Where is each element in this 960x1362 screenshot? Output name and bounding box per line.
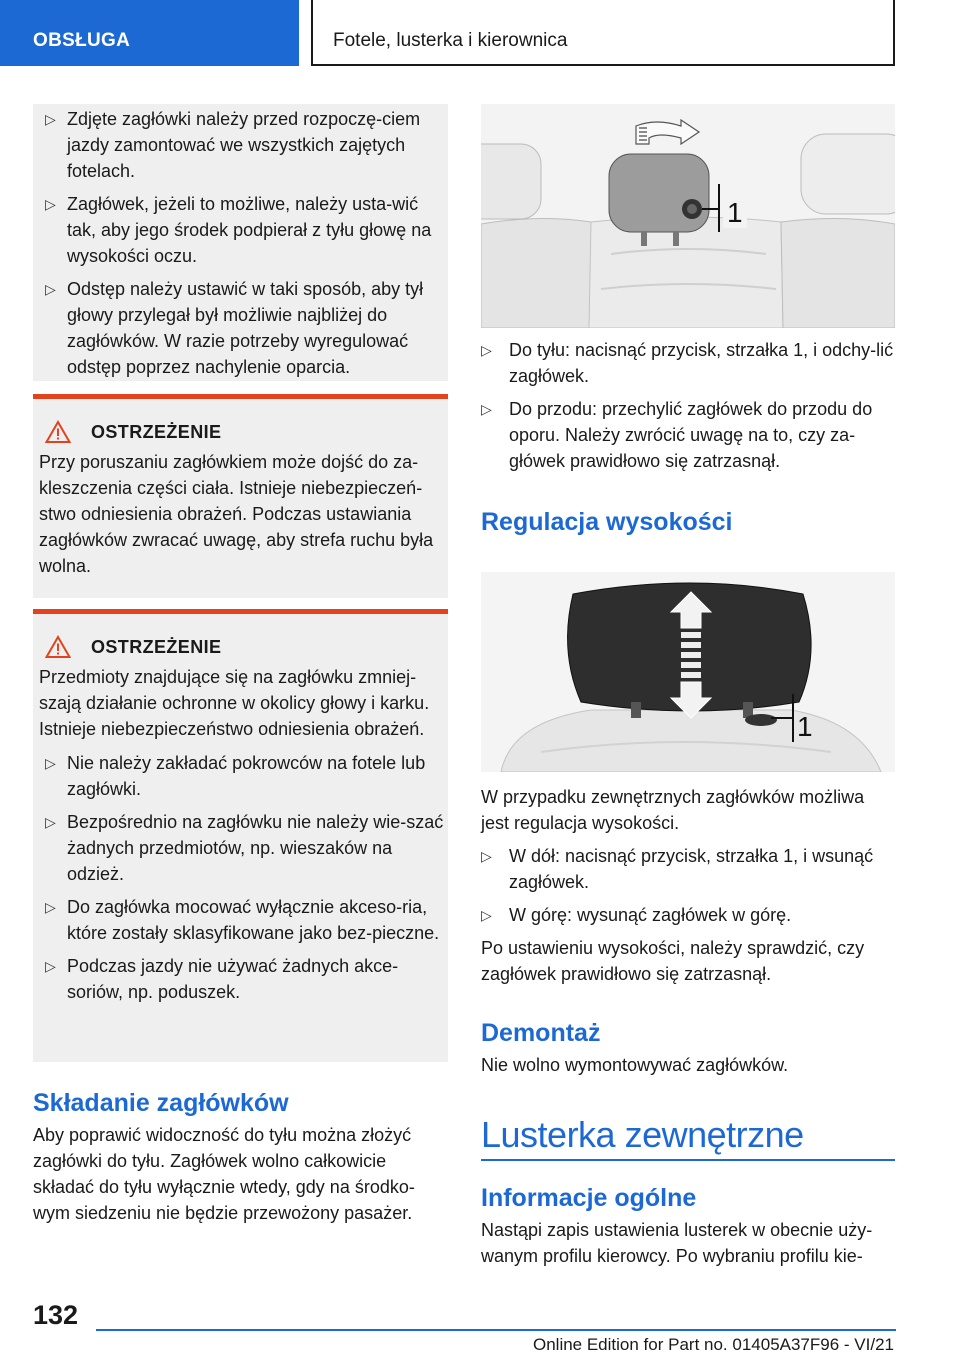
bullet-triangle-icon: ▷ [481, 907, 492, 923]
bullet-triangle-icon: ▷ [45, 958, 56, 974]
warning-text: Przy poruszaniu zagłówkiem może dojść do za-kleszczenia części ciała. Istnieje niebezpieczeń-stwo odniesienia obrażeń. Podczas ustawiania zagłówków zwracać uwagę, aby strefa ruchu była wolna. [39, 452, 434, 576]
section-text: Aby poprawić widoczność do tyłu można złożyć zagłówki do tyłu. Zagłówek wolno całkowicie składać do tyłu wyłącznie wtedy, gdy na środko-wym siedzeniu nie będzie przewożony pasażer. [33, 1125, 415, 1223]
section-heading: Regulacja wysokości [481, 508, 733, 536]
section-heading: Demontaż [481, 1019, 601, 1047]
bullet-item: ▷ Bezpośrednio na zagłówku nie należy wie-szać żadnych przedmiotów, np. wieszaków na odzież. [33, 809, 448, 887]
section-text: Nie wolno wymontowywać zagłówków. [481, 1055, 789, 1075]
bullet-item: ▷ Zdjęte zagłówki należy przed rozpoczę-ciem jazdy zamontować we wszystkich zajętych fotelach. [33, 106, 448, 184]
warning-text: Przedmioty znajdujące się na zagłówku zmniej-szają działanie ochronne w okolicy głowy i karku. Istnieje niebezpieczeństwo odniesienia obrażeń. [39, 667, 430, 739]
removal-section [481, 1018, 895, 1078]
height-intro: W przypadku zewnętrznych zagłówków możliwa jest regulacja wysokości. [481, 787, 865, 833]
bullet-item: ▷ W dół: nacisnąć przycisk, strzałka 1, i wsunąć zagłówek. [475, 843, 895, 895]
warning-header [33, 417, 448, 447]
warning-triangle-icon [45, 420, 71, 444]
bullet-triangle-icon: ▷ [45, 899, 56, 915]
height-after: Po ustawieniu wysokości, należy sprawdzić, czy zagłówek prawidłowo się zatrzasnął. [481, 938, 865, 984]
subsection-heading: Informacje ogólne [481, 1184, 697, 1212]
bullet-item: ▷ Zagłówek, jeżeli to możliwe, należy usta-wić tak, aby jego środek podpierał z tyłu głowę na wysokości oczu. [33, 191, 448, 269]
chapter-heading: Lusterka zewnętrzne [481, 1114, 804, 1155]
warning-title: OSTRZEŻENIE [91, 421, 222, 442]
warning-title: OSTRZEŻENIE [91, 636, 222, 657]
bullet-item: ▷ Nie należy zakładać pokrowców na fotele lub zagłówki. [33, 750, 448, 802]
tilt-instructions [481, 337, 895, 474]
headrest-tilt-illustration [481, 104, 895, 328]
page-number: 132 [33, 1300, 79, 1330]
headrest-height-illustration [481, 572, 895, 772]
chapter-title-box [311, 0, 895, 66]
section-label: OBSŁUGA [33, 30, 131, 51]
height-instructions [481, 784, 895, 987]
bullet-item: ▷ Do przodu: przechylić zagłówek do przodu do oporu. Należy zwrócić uwagę na to, czy za-główek prawidłowo się zatrzasnął. [475, 396, 895, 474]
bullet-item: ▷ Do zagłówka mocować wyłącznie akceso-ria, które zostały sklasyfikowane jako bez-pieczne. [33, 894, 448, 946]
warning-triangle-icon [45, 635, 71, 659]
precaution-box [33, 104, 448, 381]
edition-text: Online Edition for Part no. 01405A37F96 - VI/21 [532, 1335, 894, 1354]
bullet-triangle-icon: ▷ [45, 755, 56, 771]
section-tab [0, 0, 299, 66]
bullet-triangle-icon: ▷ [481, 342, 492, 358]
bullet-triangle-icon: ▷ [45, 111, 56, 127]
bullet-item: ▷ Odstęp należy ustawić w taki sposób, aby tył głowy przylegał był możliwie najbliżej do zagłówków. W razie potrzeby wyregulować odstęp poprzez nachylenie oparcia. [33, 276, 448, 380]
warning-box-objects [33, 609, 448, 1062]
callout-number: 1 [727, 197, 743, 228]
chapter-title: Fotele, lusterka i kierownica [333, 30, 568, 51]
bullet-item: ▷ Do tyłu: nacisnąć przycisk, strzałka 1, i odchy-lić zagłówek. [475, 337, 895, 389]
folding-section [33, 1088, 448, 1226]
bullet-triangle-icon: ▷ [45, 281, 56, 297]
section-text: Nastąpi zapis ustawienia lusterek w obecnie uży-wanym profilu kierowcy. Po wybraniu profilu kie- [481, 1220, 873, 1266]
footer-rule [96, 1329, 896, 1331]
mirrors-section [481, 1113, 895, 1269]
bullet-triangle-icon: ▷ [45, 814, 56, 830]
warning-box-pinching [33, 394, 448, 598]
callout-number: 1 [797, 711, 813, 742]
bullet-triangle-icon: ▷ [45, 196, 56, 212]
bullet-item: ▷ Podczas jazdy nie używać żadnych akce-soriów, np. poduszek. [33, 953, 448, 1005]
bullet-item: ▷ W górę: wysunąć zagłówek w górę. [475, 902, 895, 928]
heading-rule [481, 1159, 895, 1161]
bullet-triangle-icon: ▷ [481, 848, 492, 864]
warning-header [33, 632, 448, 662]
section-heading: Składanie zagłówków [33, 1089, 289, 1117]
bullet-triangle-icon: ▷ [481, 401, 492, 417]
